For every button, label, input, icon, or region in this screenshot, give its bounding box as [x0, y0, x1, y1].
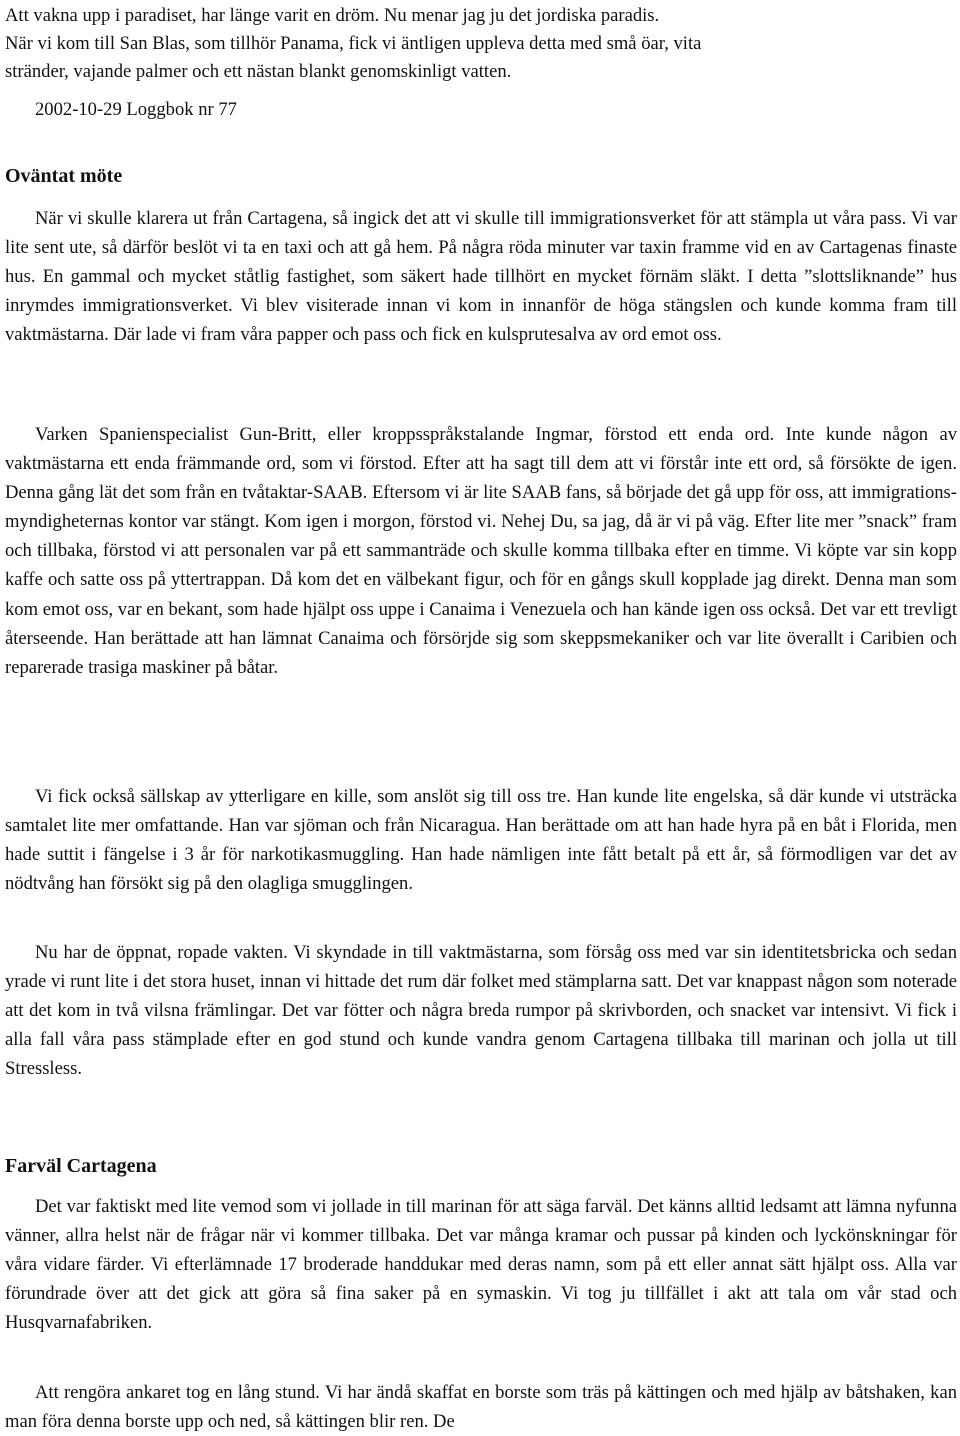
- intro-line: Att vakna upp i paradiset, har länge varit en dröm. Nu menar jag ju det jordiska paradis.: [5, 5, 660, 26]
- body-paragraph: Nu har de öppnat, ropade vakten. Vi skyndade in till vaktmästarna, som försåg oss med var sin identitetsbricka och sedan yrade vi runt lite i det stora huset, innan vi hittade det rum där folket med stämplarna satt. Det var knappast någon som noterade att det kom in två vilsna främlingar. Det var fötter och några breda rumpor på skrivborden, och snacket var intensivt. Vi fick i alla fall våra pass stämplade efter en god stund och kunde vandra genom Cartagena tillbaka till marinan och jolla ut till Stressless.: [5, 942, 957, 1080]
- body-paragraph: Det var faktiskt med lite vemod som vi jollade in till marinan för att säga farväl. Det känns alltid ledsamt att lämna nyfunna vänner, allra helst när de frågar när vi kommer tillbaka. Det var många kramar och pussar på kinden och lyckönskningar för våra vidare färder. Vi efterlämnade 17 broderade handdukar med deras namn, som på ett eller annat sätt hjälpt oss. Alla var förundrade över att det gick att göra så fina saker på en symaskin. Vi tog ju tillfället i akt att tala om vår stad och Husqvarnafabriken.: [5, 1196, 957, 1334]
- intro-line: När vi kom till San Blas, som tillhör Panama, fick vi äntligen uppleva detta med små öar, vita: [5, 33, 702, 54]
- body-paragraph: När vi skulle klarera ut från Cartagena, så ingick det att vi skulle till immigrationsverket för att stämpla ut våra pass. Vi var lite sent ute, så därför beslöt vi ta en taxi och att gå hem. På några röda minuter var taxin framme vid en av Cartagenas finaste hus. En gammal och mycket ståtlig fastighet, som säkert hade tillhört en mycket förnäm släkt. I detta ”slottsliknande” hus inrymdes immigrationsverket. Vi blev visiterade innan vi kom in innanför de höga stängslen och kunde komma fram till vaktmästarna. Där lade vi fram våra papper och pass och fick en kulsprutesalva av ord emot oss.: [5, 208, 957, 346]
- section-heading: Oväntat möte: [5, 165, 123, 187]
- body-paragraph: Varken Spanienspecialist Gun-Britt, eller kroppsspråkstalande Ingmar, förstod ett enda ord. Inte kunde någon av vaktmästarna ett enda främmande ord, som vi förstod. Efter att ha sagt till dem att vi förstår inte ett ord, så försökte de igen. Denna gång lät det som från en tvåtaktar-SAAB. Eftersom vi är lite SAAB fans, så började det gå upp för oss, att immigrationsmyndigheternas kontor var stängt. Kom igen i morgon, förstod vi. Nehej Du, sa jag, då är vi på väg. Efter lite mer ”snack” fram och tillbaka, förstod vi att personalen var på ett sammanträde och skulle komma tillbaka efter en timme. Vi köpte var sin kopp kaffe och satte oss på yttertrappan. Då kom det en välbekant figur, och för en gångs skull kopplade jag direkt. Denna man som kom emot oss, var en bekant, som hade hjälpt oss uppe i Canaima i Venezuela och han kände igen oss också. Det var ett trevligt återseende. Han berättade att han lämnat Canaima och försörjde sig som skeppsmekaniker och var lite överallt i Caribien och reparerade trasiga maskiner på båtar.: [5, 424, 957, 678]
- section-heading: Farväl Cartagena: [5, 1155, 157, 1177]
- intro-text: [5, 2, 957, 86]
- intro-line: stränder, vajande palmer och ett nästan blankt genomskinligt vatten.: [5, 61, 512, 82]
- log-entry-date: 2002-10-29 Loggbok nr 77: [35, 99, 237, 120]
- body-paragraph: Vi fick också sällskap av ytterligare en kille, som anslöt sig till oss tre. Han kunde lite engelska, så där kunde vi utsträcka samtalet lite mer omfattande. Han var sjöman och från Nicaragua. Han berättade om att han hade hyra på en båt i Florida, men hade suttit i fängelse i 3 år för narkotikasmuggling. Han hade nämligen inte fått betalt på ett år, så förmodligen var det av nödtvång han försökt sig på den olagliga smugglingen.: [5, 786, 957, 895]
- body-paragraph: Att rengöra ankaret tog en lång stund. Vi har ändå skaffat en borste som träs på kättingen och med hjälp av båtshaken, kan man föra denna borste upp och ned, så kättingen blir ren. De: [5, 1382, 957, 1433]
